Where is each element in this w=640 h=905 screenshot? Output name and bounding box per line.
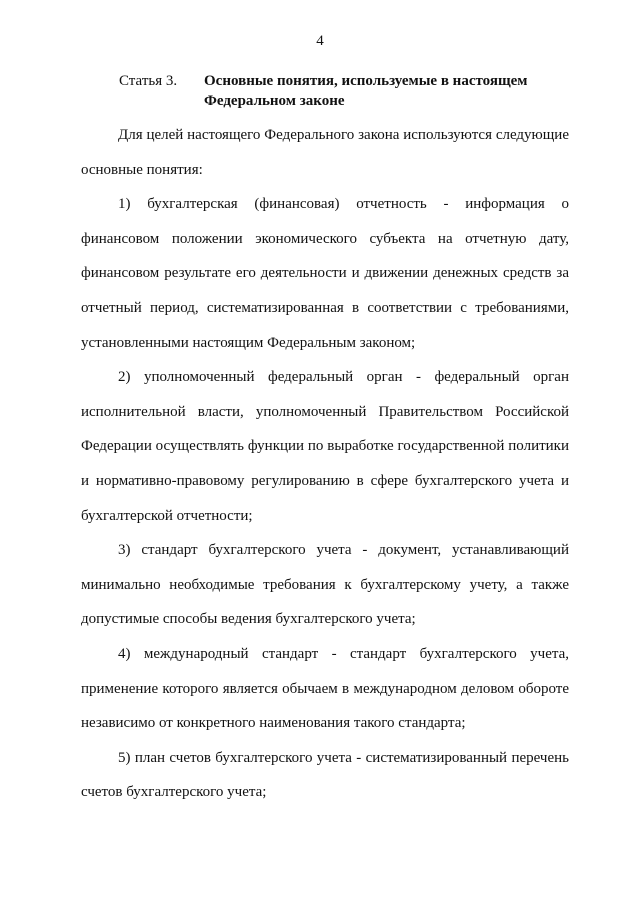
definition-paragraph-1: 1) бухгалтерская (финансовая) отчетность - информация о финансовом положении экономического субъекта на отчетную дату, финансовом результате его деятельности и движении денежных средств за отчетный период, систематизированная в соответствии с требованиями, установленными настоящим Федеральным законом; — [81, 196, 569, 351]
intro-paragraph: Для целей настоящего Федерального закона используются следующие основные понятия: — [81, 127, 569, 178]
definition-paragraph-2: 2) уполномоченный федеральный орган - федеральный орган исполнительной власти, уполномоченный Правительством Российской Федерации осуществлять функции по выработке государственной политики и нормативно-правовому регулированию в сфере бухгалтерского учета и бухгалтерской отчетности; — [81, 369, 569, 524]
page-number: 4 — [316, 33, 324, 49]
definition-paragraph-5: 5) план счетов бухгалтерского учета - систематизированный перечень счетов бухгалтерского учета; — [81, 749, 569, 801]
article-title: Основные понятия, используемые в настоящем Федеральном законе — [204, 73, 528, 109]
definition-paragraph-3: 3) стандарт бухгалтерского учета - документ, устанавливающий минимально необходимые требования к бухгалтерскому учету, а также допустимые способы ведения бухгалтерского учета; — [81, 542, 569, 628]
definition-paragraph-4: 4) международный стандарт - стандарт бухгалтерского учета, применение которого является обычаем в международном деловом обороте независимо от конкретного наименования такого стандарта; — [81, 645, 569, 732]
article-label: Статья 3. — [119, 73, 178, 89]
article-body — [81, 118, 569, 810]
